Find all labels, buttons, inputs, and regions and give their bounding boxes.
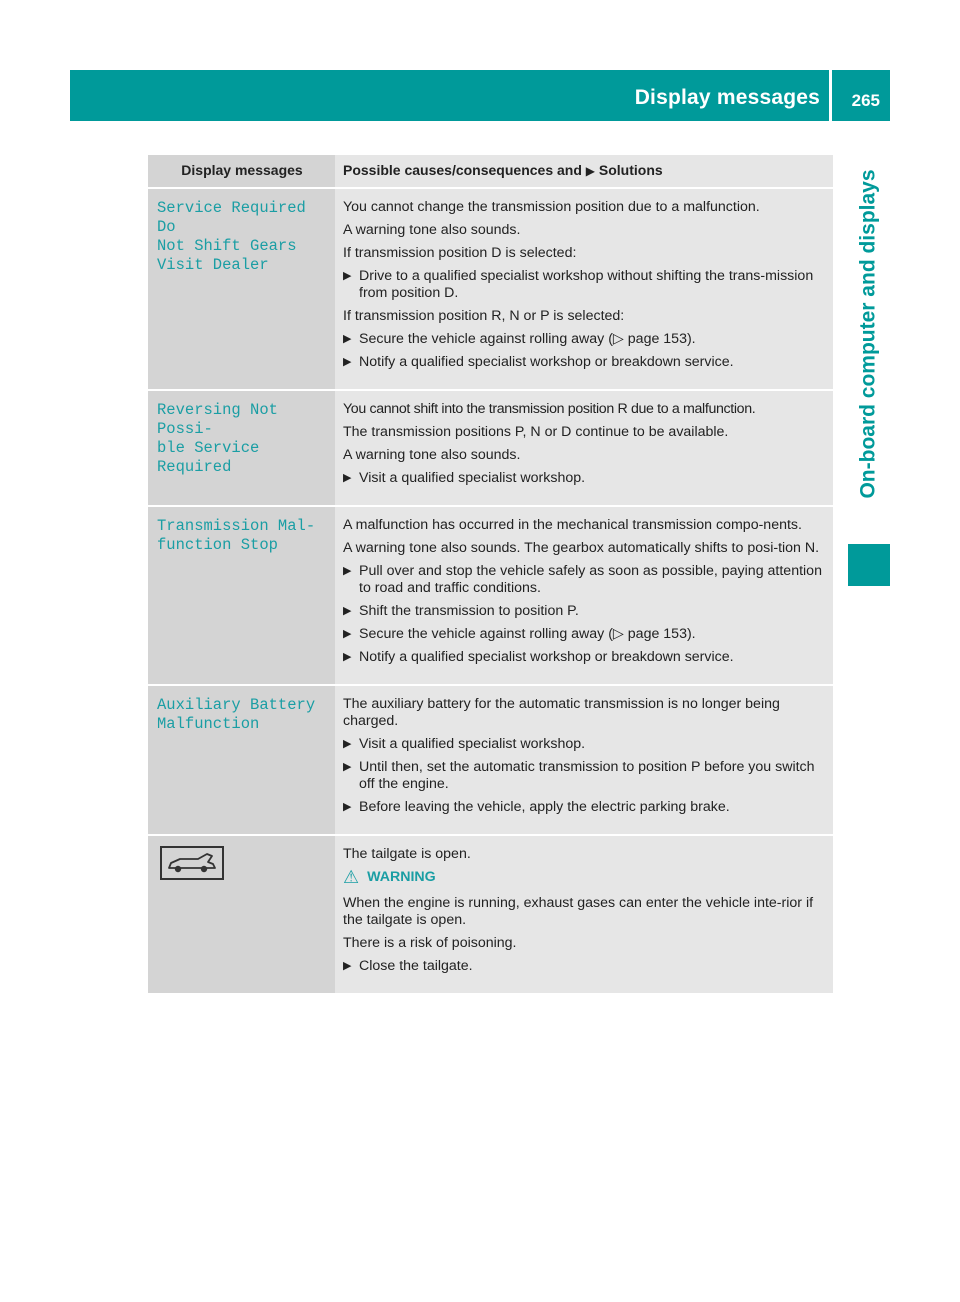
warning-heading: ⚠ WARNING: [343, 867, 436, 887]
step-arrow-icon: ▶: [343, 738, 352, 750]
display-message: Reversing Not Possi‐ ble Service Required: [148, 391, 335, 505]
page-header: [70, 70, 890, 121]
step-arrow-icon: ▶: [585, 164, 596, 178]
list-item: ▶ Secure the vehicle against rolling away (▷ page 153).: [343, 331, 696, 347]
step-arrow-icon: ▶: [343, 605, 352, 617]
tailgate-open-icon: [160, 846, 224, 880]
table-row: [148, 391, 833, 507]
solution-text: The tailgate is open. ⚠ WARNING When the engine is running, exhaust gases can enter the vehicle inte-rior if the tailgate is open. There is a risk of poisoning. ▶ Close the tailgate.: [335, 836, 833, 993]
page-number: 265: [851, 91, 880, 110]
solution-text: A malfunction has occurred in the mechanical transmission compo-nents. A warning tone also sounds. The gearbox automatically shifts to posi-tion N. ▶ Pull over and stop the vehicle safely as soon as possible, paying attention to road and traffic conditions. ▶ Shift the transmission to position P. ▶ Secure the vehicle against rolling away (▷ page 153). ▶ Notify a qualified specialist workshop or breakdown service.: [335, 507, 833, 684]
solution-text: You cannot shift into the transmission position R due to a malfunction. The transmission positions P, N or D continue to be available. A warning tone also sounds. ▶ Visit a qualified specialist workshop.: [335, 391, 833, 505]
step-arrow-icon: ▶: [343, 960, 352, 972]
step-arrow-icon: ▶: [343, 651, 352, 663]
table-row: [148, 686, 833, 836]
display-messages-table: [148, 155, 833, 995]
chapter-marker: [848, 544, 890, 586]
list-item: ▶ Pull over and stop the vehicle safely as soon as possible, paying attention to road and traffic conditions.: [343, 563, 822, 596]
solution-text: The auxiliary battery for the automatic transmission is no longer being charged. ▶ Visit a qualified specialist workshop. ▶ Until then, set the automatic transmission to position P before you switch off the engine. ▶ Before leaving the vehicle, apply the electric parking brake.: [335, 686, 833, 834]
step-arrow-icon: ▶: [343, 761, 352, 773]
list-item: ▶ Notify a qualified specialist workshop or breakdown service.: [343, 649, 734, 665]
table-row: [148, 507, 833, 686]
list-item: ▶ Visit a qualified specialist workshop.: [343, 736, 586, 752]
column-header-messages: Display messages: [148, 155, 335, 187]
list-item: ▶ Before leaving the vehicle, apply the electric parking brake.: [343, 799, 730, 815]
column-header-solutions: Possible causes/consequences and ▶ Solutions: [335, 155, 833, 187]
display-message: Service Required Do Not Shift Gears Visit Dealer: [148, 189, 335, 389]
chapter-label: On-board computer and displays: [857, 168, 880, 499]
display-message: Auxiliary Battery Malfunction: [148, 686, 335, 834]
step-arrow-icon: ▶: [343, 801, 352, 813]
step-arrow-icon: ▶: [343, 270, 352, 282]
list-item: ▶ Shift the transmission to position P.: [343, 603, 579, 619]
list-item: ▶ Close the tailgate.: [343, 958, 473, 974]
list-item: ▶ Notify a qualified specialist workshop or breakdown service.: [343, 354, 734, 370]
table-header-row: [148, 155, 833, 189]
section-title: Display messages: [634, 86, 820, 109]
step-arrow-icon: ▶: [343, 472, 352, 484]
header-divider: [829, 70, 832, 121]
list-item: ▶ Drive to a qualified specialist workshop without shifting the trans-mission from position D.: [343, 268, 814, 301]
list-item: ▶ Secure the vehicle against rolling away (▷ page 153).: [343, 626, 696, 642]
display-message: [148, 836, 335, 993]
step-arrow-icon: ▶: [343, 333, 352, 345]
warning-triangle-icon: ⚠: [343, 867, 360, 887]
step-arrow-icon: ▶: [343, 565, 352, 577]
solution-text: You cannot change the transmission position due to a malfunction. A warning tone also sounds. If transmission position D is selected: ▶ Drive to a qualified specialist workshop without shifting the trans-mission from position D. If transmission position R, N or P is selected: ▶ Secure the vehicle against rolling away (▷ page 153). ▶ Notify a qualified specialist workshop or breakdown service.: [335, 189, 833, 389]
table-row: [148, 189, 833, 391]
step-arrow-icon: ▶: [343, 356, 352, 368]
table-row: [148, 836, 833, 995]
step-arrow-icon: ▶: [343, 628, 352, 640]
list-item: ▶ Visit a qualified specialist workshop.: [343, 470, 586, 486]
display-message: Transmission Mal‐ function Stop: [148, 507, 335, 684]
list-item: ▶ Until then, set the automatic transmission to position P before you switch off the engine.: [343, 759, 815, 792]
chapter-tab: [848, 131, 890, 536]
